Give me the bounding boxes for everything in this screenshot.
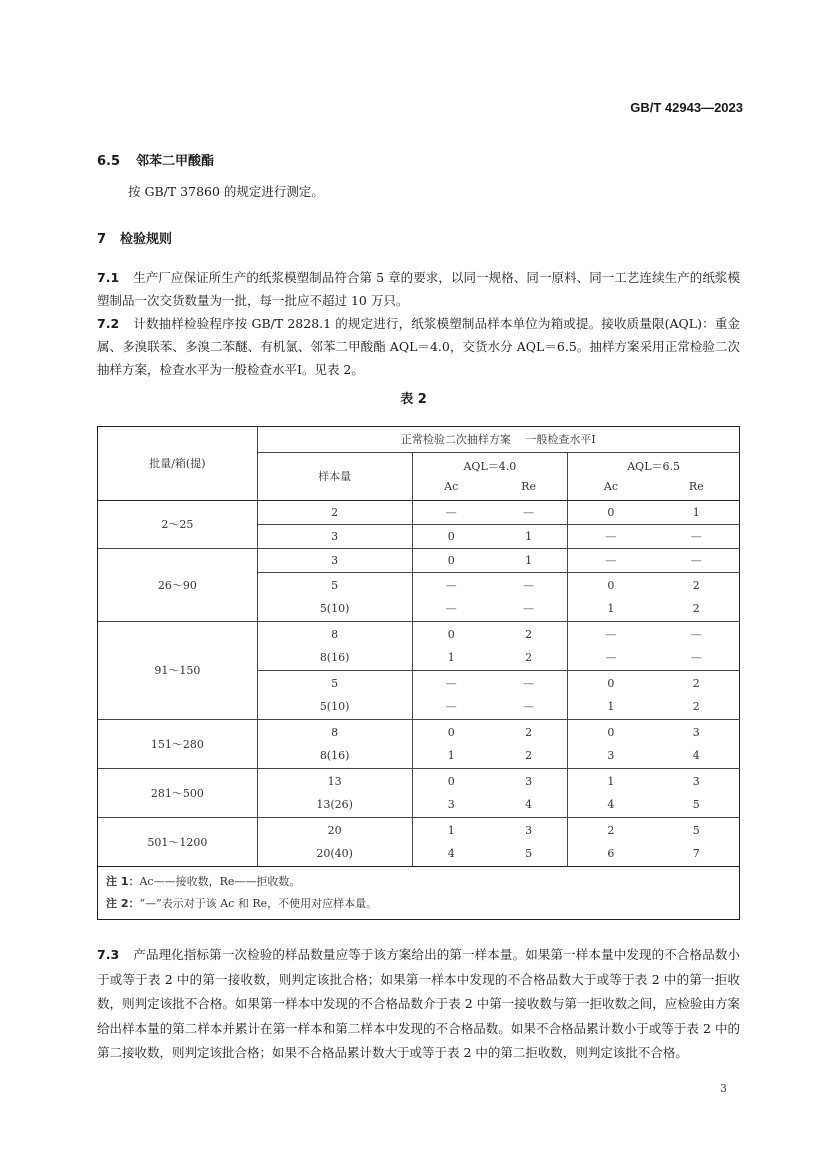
aql-6-5-re-cell xyxy=(654,501,740,525)
table-row xyxy=(98,818,740,867)
sample-size-cell xyxy=(257,501,412,525)
cell-value: — xyxy=(445,602,457,615)
aql-6-5-ac-cell xyxy=(568,525,654,549)
cell-value: 20(40) xyxy=(316,847,353,860)
aql-6-5-re-cell xyxy=(654,818,740,867)
clause-7-3 xyxy=(97,943,740,1066)
cell-value: — xyxy=(605,628,617,641)
aql-4-re-cell xyxy=(490,525,568,549)
cell-value: 8(16) xyxy=(319,749,350,762)
note-label: 注 2： xyxy=(106,897,140,910)
cell-value: 3 xyxy=(607,749,615,762)
cell-value: — xyxy=(445,677,457,690)
cell-value: — xyxy=(690,554,702,567)
cell-value: 5 xyxy=(331,677,339,690)
cell-value: 0 xyxy=(607,506,615,519)
cell-value: 4 xyxy=(692,749,700,762)
table-row xyxy=(98,720,740,769)
aql-4-ac-cell xyxy=(412,549,490,573)
aql-6-5-ac-cell xyxy=(568,573,654,622)
cell-value: 4 xyxy=(447,847,455,860)
sample-size-cell xyxy=(257,818,412,867)
re-label: Re xyxy=(521,479,536,493)
sample-size-cell xyxy=(257,573,412,622)
table-row xyxy=(98,622,740,671)
aql-4-re-cell xyxy=(490,671,568,720)
clause-text: 计数抽样检验程序按 GB/T 2828.1 的规定进行，纸浆模塑制品样本单位为箱或提。接收质量限(AQL)：重金属、多溴联苯、多溴二苯醚、有机氯、邻苯二甲酸酯 AQL＝4.0，交货水分 AQL＝6.5。抽样方案采用正常检验二次抽样方案，检查水平为一般检查水平Ⅰ。见表 2。 xyxy=(97,316,740,377)
cell-value: 8(16) xyxy=(319,651,350,664)
sample-size-cell xyxy=(257,549,412,573)
cell-value: 1 xyxy=(525,530,533,543)
cell-value: 20 xyxy=(327,824,342,837)
section-number: 7 xyxy=(97,232,107,247)
aql-4-header xyxy=(412,453,568,501)
aql-4-ac-cell xyxy=(412,720,490,769)
clause-number: 7.2 xyxy=(97,316,120,331)
aql-4-re-cell xyxy=(490,769,568,818)
clause-text: 生产厂应保证所生产的纸浆模塑制品符合第 5 章的要求，以同一规格、同一原料、同一工艺连续生产的纸浆模塑制品一次交货数量为一批，每一批应不超过 10 万只。 xyxy=(97,270,740,308)
aql-4-re-cell xyxy=(490,573,568,622)
cell-value: 0 xyxy=(447,530,455,543)
table-caption: 表 2 xyxy=(400,392,427,407)
sample-size-cell xyxy=(257,720,412,769)
cell-value: 1 xyxy=(692,506,700,519)
aql-4-ac-cell xyxy=(412,622,490,671)
section-number: 6.5 xyxy=(97,154,121,169)
clause-number: 7.3 xyxy=(97,947,120,962)
aql-4-ac-cell xyxy=(412,769,490,818)
cell-value: 0 xyxy=(447,628,455,641)
cell-value: 5(10) xyxy=(319,602,350,615)
lot-size-cell: 2～25 xyxy=(98,501,258,549)
sampling-table xyxy=(97,426,740,920)
cell-value: — xyxy=(523,579,535,592)
note-label: 注 1： xyxy=(106,875,140,888)
cell-value: — xyxy=(445,506,457,519)
aql-6-5-ac-cell xyxy=(568,769,654,818)
cell-value: — xyxy=(605,651,617,664)
aql-6-5-re-cell xyxy=(654,720,740,769)
table-row xyxy=(98,549,740,573)
cell-value: 0 xyxy=(447,726,455,739)
cell-value: 8 xyxy=(331,628,339,641)
cell-value: 2 xyxy=(692,602,700,615)
cell-value: — xyxy=(605,530,617,543)
sample-size-cell xyxy=(257,769,412,818)
aql-6-5-ac-cell xyxy=(568,720,654,769)
aql-6-5-re-cell xyxy=(654,525,740,549)
cell-value: 1 xyxy=(525,554,533,567)
section-6-5-heading xyxy=(97,150,214,169)
table-body xyxy=(98,501,740,867)
cell-value: 2 xyxy=(692,677,700,690)
aql-6-5-ac-cell xyxy=(568,671,654,720)
aql-4-ac-cell xyxy=(412,818,490,867)
cell-value: 1 xyxy=(607,602,615,615)
clause-7-2 xyxy=(97,312,740,381)
section-title: 检验规则 xyxy=(120,232,173,247)
aql-4-re-cell xyxy=(490,501,568,525)
ac-label: Ac xyxy=(444,479,459,493)
cell-value: 5 xyxy=(692,824,700,837)
standard-number: GB/T 42943—2023 xyxy=(630,100,743,115)
aql-4-re-cell xyxy=(490,818,568,867)
cell-value: — xyxy=(445,700,457,713)
aql-6-5-re-cell xyxy=(654,671,740,720)
cell-value: 3 xyxy=(525,824,533,837)
section-7-heading xyxy=(97,228,172,247)
lot-size-header: 批量/箱(提) xyxy=(98,427,258,501)
table-note xyxy=(106,871,739,893)
cell-value: 4 xyxy=(607,798,615,811)
clause-number: 7.1 xyxy=(97,270,120,285)
ac-label: Ac xyxy=(603,479,618,493)
lot-size-cell: 281～500 xyxy=(98,769,258,818)
cell-value: 1 xyxy=(607,775,615,788)
cell-value: 5 xyxy=(692,798,700,811)
lot-size-cell: 501～1200 xyxy=(147,835,208,849)
note-text: “—”表示对于该 Ac 和 Re，不使用对应样本量。 xyxy=(139,897,378,910)
cell-value: — xyxy=(605,554,617,567)
cell-value: — xyxy=(523,506,535,519)
section-6-5-text: 按 GB/T 37860 的规定进行测定。 xyxy=(128,184,324,199)
aql-6-5-ac-cell xyxy=(568,549,654,573)
cell-value: 3 xyxy=(692,775,700,788)
sample-size-header: 样本量 xyxy=(257,453,412,501)
aql-6-5-ac-cell xyxy=(568,622,654,671)
aql-6-5-header xyxy=(568,453,740,501)
aql-6-5-label: AQL＝6.5 xyxy=(627,459,680,473)
table-row xyxy=(98,769,740,818)
cell-value: 1 xyxy=(447,749,455,762)
table-note xyxy=(106,893,739,915)
cell-value: 0 xyxy=(447,554,455,567)
cell-value: 3 xyxy=(692,726,700,739)
aql-4-re-cell xyxy=(490,622,568,671)
cell-value: 1 xyxy=(447,824,455,837)
cell-value: 7 xyxy=(692,847,700,860)
aql-4-re-cell xyxy=(490,720,568,769)
note-text: Ac——接收数，Re——拒收数。 xyxy=(139,875,301,888)
cell-value: 2 xyxy=(525,749,533,762)
cell-value: — xyxy=(523,602,535,615)
cell-value: 2 xyxy=(525,628,533,641)
lot-size-cell: 151～280 xyxy=(98,720,258,769)
sample-size-cell xyxy=(257,671,412,720)
cell-value: — xyxy=(690,651,702,664)
clause-text: 产品理化指标第一次检验的样品数量应等于该方案给出的第一样本量。如果第一样本量中发现的不合格品数小于或等于表 2 中的第一接收数，则判定该批合格；如果第一样本中发现的不合格品数大于或等于表 2 中的第一拒收数，则判定该批不合格。如果第一样本中发现的不合格品数介于表 2 中第一接收数与第一拒收数之间，应检验由方案给出样本量的第二样本并累计在第一样本和第二样本中发现的不合格品数。如果不合格品累计数小于或等于表 2 中的第二接收数，则判定该批合格；如果不合格品累计数大于或等于表 2 中的第二拒收数，则判定该批不合格。 xyxy=(97,947,740,1060)
cell-value: 5 xyxy=(331,579,339,592)
cell-value: 2 xyxy=(525,726,533,739)
cell-value: — xyxy=(690,628,702,641)
aql-6-5-re-cell xyxy=(654,573,740,622)
section-title: 邻苯二甲酸酯 xyxy=(136,154,215,169)
cell-value: 3 xyxy=(331,554,339,567)
cell-value: 2 xyxy=(331,506,339,519)
aql-6-5-re-cell xyxy=(654,549,740,573)
cell-value: 5 xyxy=(525,847,533,860)
aql-4-ac-cell xyxy=(412,501,490,525)
aql-6-5-ac-cell xyxy=(568,501,654,525)
cell-value: 13(26) xyxy=(316,798,353,811)
cell-value: 5(10) xyxy=(319,700,350,713)
cell-value: 2 xyxy=(692,700,700,713)
cell-value: 0 xyxy=(447,775,455,788)
cell-value: 4 xyxy=(525,798,533,811)
cell-value: 2 xyxy=(525,651,533,664)
cell-value: 0 xyxy=(607,677,615,690)
cell-value: 3 xyxy=(447,798,455,811)
cell-value: — xyxy=(523,677,535,690)
aql-4-label: AQL＝4.0 xyxy=(463,459,517,473)
cell-value: 13 xyxy=(327,775,342,788)
cell-value: — xyxy=(523,700,535,713)
cell-value: 8 xyxy=(331,726,339,739)
sample-size-cell xyxy=(257,525,412,549)
clause-7-1 xyxy=(97,266,740,312)
cell-value: 2 xyxy=(692,579,700,592)
cell-value: — xyxy=(690,530,702,543)
cell-value: 0 xyxy=(607,726,615,739)
aql-4-ac-cell xyxy=(412,525,490,549)
aql-4-ac-cell xyxy=(412,671,490,720)
lot-size-cell: 91～150 xyxy=(98,622,258,720)
page-number: 3 xyxy=(720,1082,727,1095)
aql-6-5-ac-cell xyxy=(568,818,654,867)
cell-value: 6 xyxy=(607,847,615,860)
aql-6-5-re-cell xyxy=(654,769,740,818)
scheme-header: 正常检验二次抽样方案 一般检查水平Ⅰ xyxy=(257,427,739,453)
sample-size-cell xyxy=(257,622,412,671)
table-row xyxy=(98,501,740,525)
aql-4-ac-cell xyxy=(412,573,490,622)
table-notes xyxy=(98,867,740,920)
re-label: Re xyxy=(688,479,704,493)
cell-value: 2 xyxy=(607,824,615,837)
cell-value: 1 xyxy=(607,700,615,713)
cell-value: 3 xyxy=(525,775,533,788)
lot-size-cell: 26～90 xyxy=(98,549,258,622)
cell-value: 0 xyxy=(607,579,615,592)
cell-value: 3 xyxy=(331,530,339,543)
cell-value: — xyxy=(445,579,457,592)
aql-6-5-re-cell xyxy=(654,622,740,671)
aql-4-re-cell xyxy=(490,549,568,573)
cell-value: 1 xyxy=(447,651,455,664)
